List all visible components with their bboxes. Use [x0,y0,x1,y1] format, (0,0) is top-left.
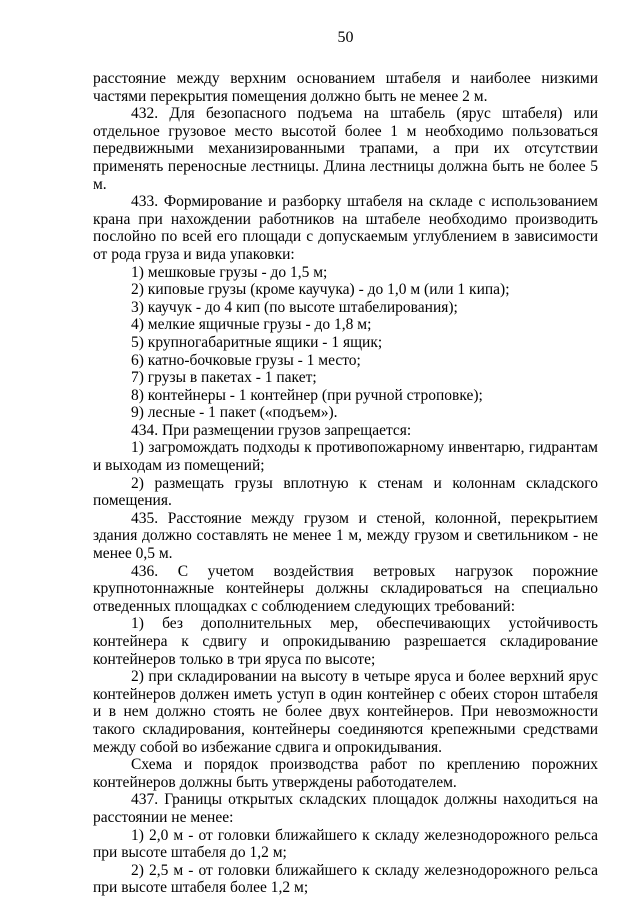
paragraph: Схема и порядок производства работ по креплению порожних контейнеров должны быть утверждены работодателем. [93,756,598,791]
document-body [93,70,598,897]
paragraph: расстояние между верхним основанием штабеля и наиболее низкими частями перекрытия помещения должно быть не менее 2 м. [93,70,598,105]
list-item: 7) грузы в пакетах - 1 пакет; [131,369,317,387]
paragraph-433: 433. Формирование и разборку штабеля на складе с использованием крана при нахождении работников на штабеле необходимо производить послойно по всей его площади с допускаемым углублением в зависимости от рода груза и вида упаковки: [93,193,598,263]
list-item: 4) мелкие ящичные грузы - до 1,8 м; [131,316,372,334]
list-item: 6) катно-бочковые грузы - 1 место; [131,351,361,369]
page-number: 50 [337,29,354,46]
paragraph-436: 436. С учетом воздействия ветровых нагрузок порожние крупнотоннажные контейнеры должны складироваться на специально отведенных площадках с соблюдением следующих требований: [93,562,598,615]
paragraph: 1) загромождать подходы к противопожарному инвентарю, гидрантам и выходам из помещений; [93,439,598,475]
paragraph: 2) при складировании на высоту в четыре яруса и более верхний ярус контейнеров должен иметь уступ в один контейнер с обеих сторон штабеля и в нем должно стоять не более двух контейнеров. При невозможности такого складирования, контейнеры соединяются крепежными средствами между собой во избежание сдвига и опрокидывания. [93,668,598,756]
paragraph-437: 437. Границы открытых складских площадок должны находиться на расстоянии не менее: [93,791,598,826]
paragraph: 2) размещать грузы вплотную к стенам и колоннам складского помещения. [93,474,598,510]
paragraph-434: 434. При размещении грузов запрещается: [131,421,412,439]
list-item: 8) контейнеры - 1 контейнер (при ручной строповке); [131,386,483,404]
list-item: 1) мешковые грузы - до 1,5 м; [131,263,328,281]
paragraph: 1) 2,0 м - от головки ближайшего к складу железнодорожного рельса при высоте штабеля до 1,2 м; [93,826,598,862]
paragraph-432: 432. Для безопасного подъема на штабель (ярус штабеля) или отдельное грузовое место высотой более 1 м необходимо пользоваться передвижными механизированными трапами, а при их отсутствии применять переносные лестницы. Длина лестницы должна быть не более 5 м. [93,105,598,193]
paragraph: 2) 2,5 м - от головки ближайшего к складу железнодорожного рельса при высоте штабеля более 1,2 м; [93,861,598,897]
paragraph: 1) без дополнительных мер, обеспечивающих устойчивость контейнера к сдвигу и опрокидыванию разрешается складирование контейнеров только в три яруса по высоте; [93,615,598,668]
list-item: 3) каучук - до 4 кип (по высоте штабелирования); [131,298,458,316]
list-item: 9) лесные - 1 пакет («подъем»). [131,404,338,422]
paragraph-435: 435. Расстояние между грузом и стеной, колонной, перекрытием здания должно составлять не менее 1 м, между грузом и светильником - не менее 0,5 м. [93,509,598,563]
list-item: 2) киповые грузы (кроме каучука) - до 1,0 м (или 1 кипа); [131,281,510,299]
list-item: 5) крупногабаритные ящики - 1 ящик; [131,333,383,351]
